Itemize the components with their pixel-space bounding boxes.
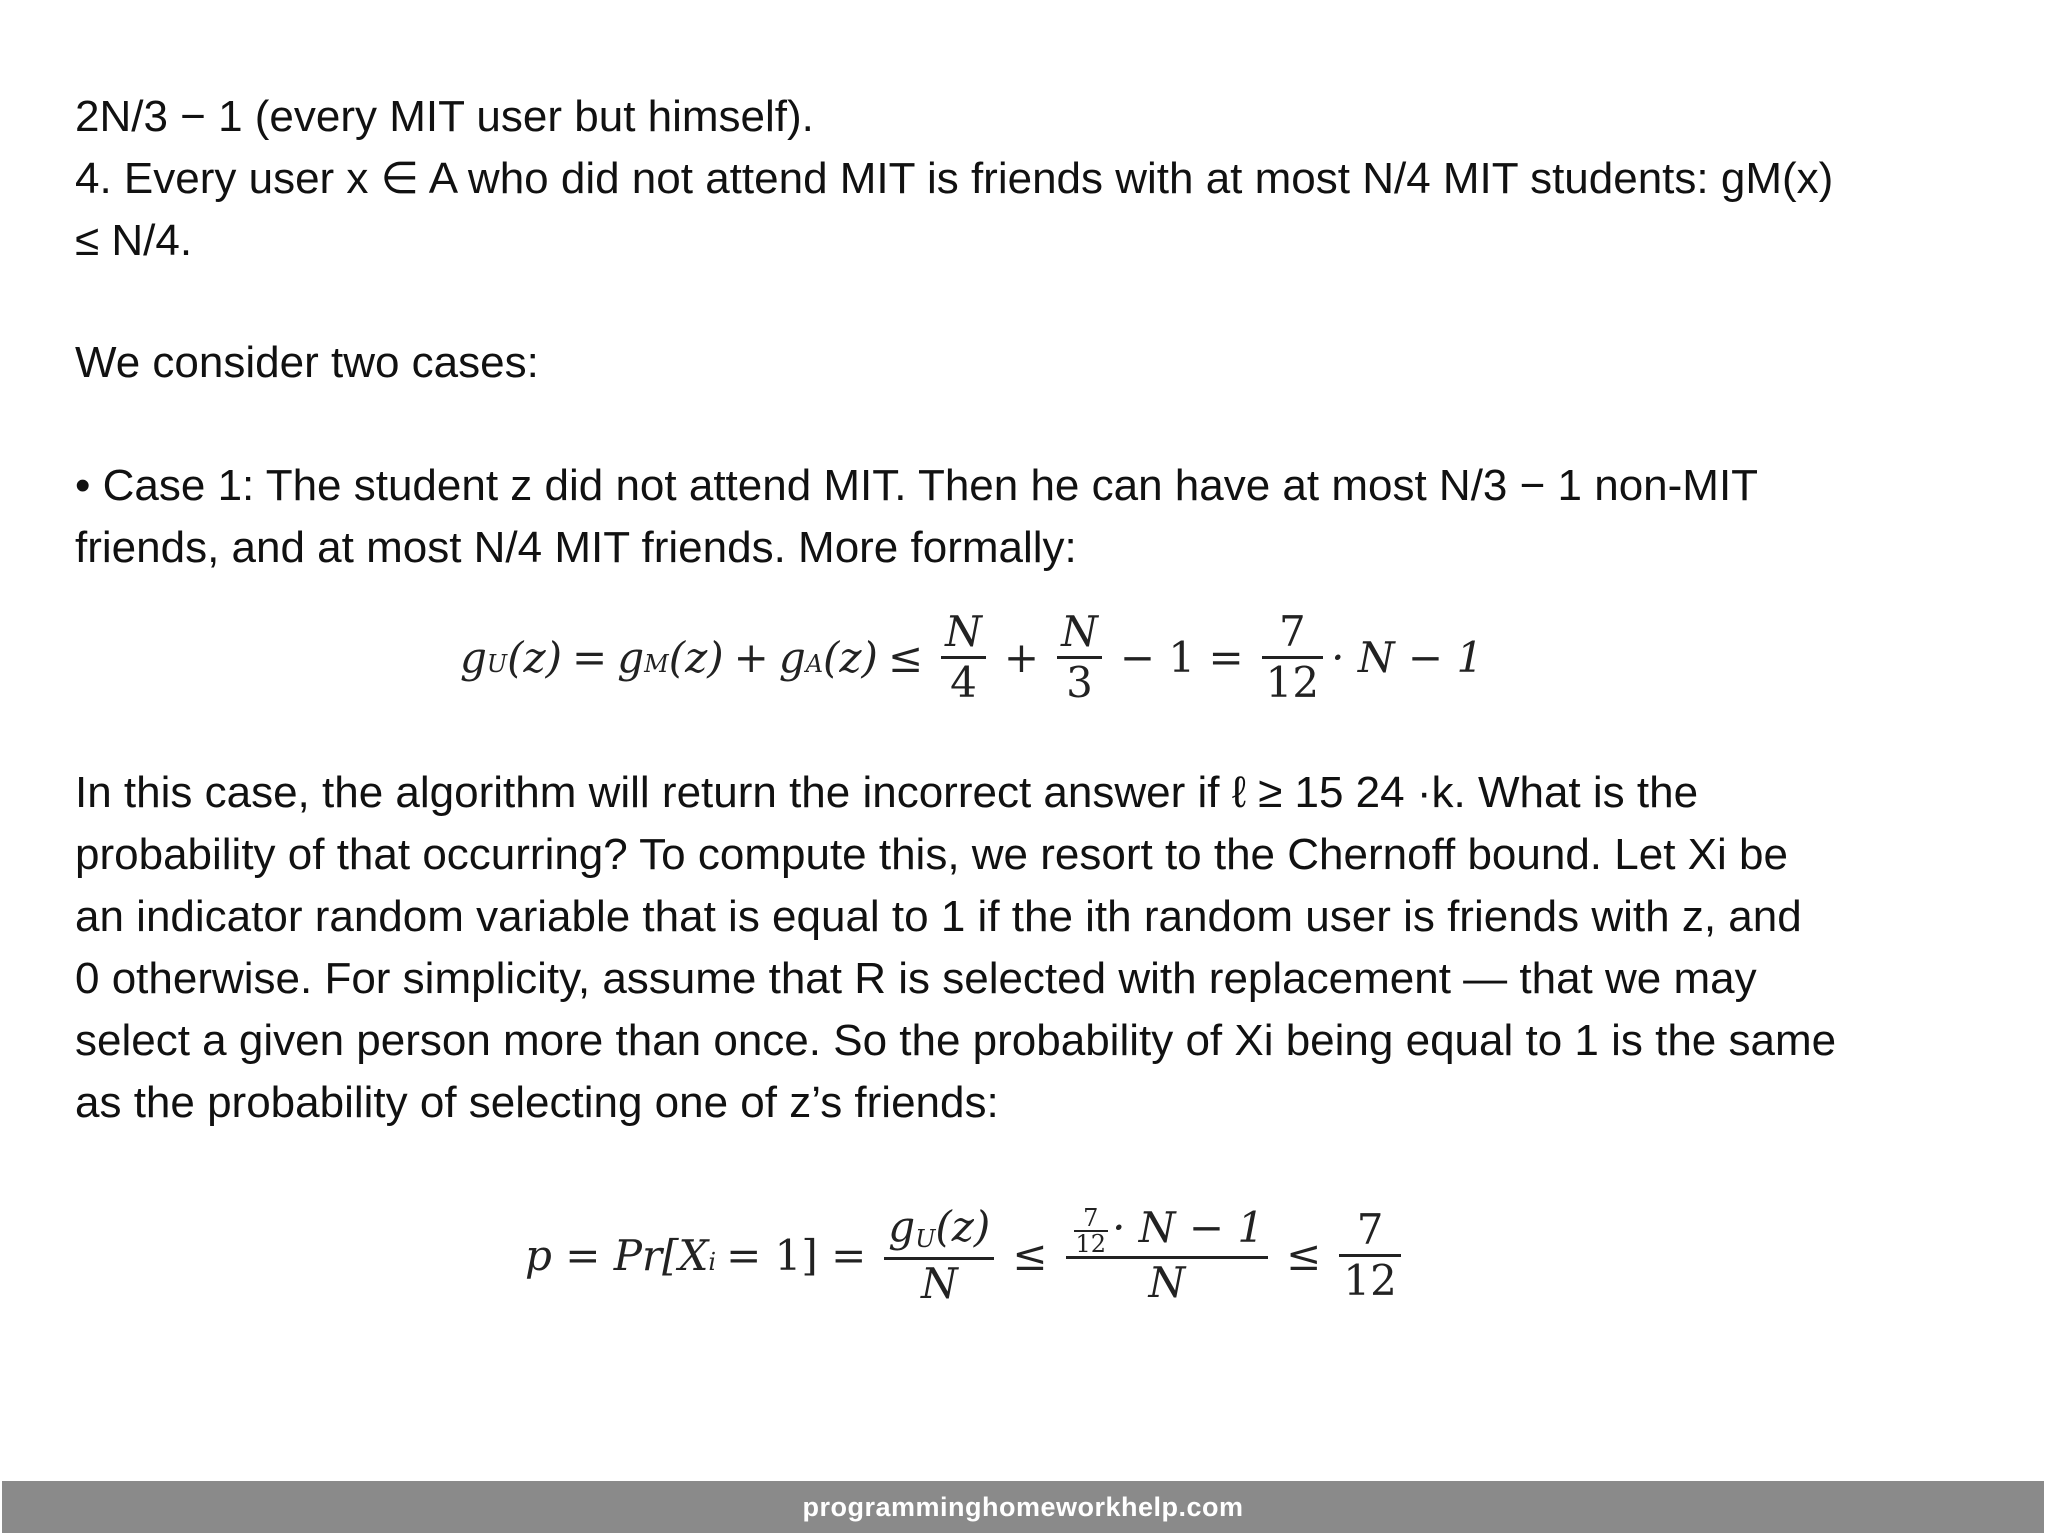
eq1-leq: ≤ [887, 633, 924, 682]
eq1-term2: g [778, 633, 806, 682]
eq1-plus: + [1003, 633, 1040, 682]
equation-2 [525, 1203, 1409, 1308]
eq1-plus: + [733, 633, 769, 682]
equation-1 [460, 608, 1483, 707]
eq1-arg: (z) [507, 633, 563, 682]
text-block-top [75, 86, 1975, 272]
eq2-lhs-close: = 1] = [726, 1231, 867, 1280]
frac-denominator: 4 [950, 658, 977, 707]
paragraph-line: 0 otherwise. For simplicity, assume that R is selected with replacement — that we may [75, 954, 1757, 1003]
eq2-g: g [888, 1202, 916, 1251]
paragraph-line: select a given person more than once. So the probability of Xi being equal to 1 is the same [75, 1016, 1837, 1065]
eq2-g-sub: U [915, 1225, 936, 1253]
footer-site-text: programminghomeworkhelp.com [802, 1491, 1244, 1522]
eq1-term2-sub: A [805, 649, 824, 678]
paragraph-line: In this case, the algorithm will return the incorrect answer if ℓ ≥ 15 24 ·k. What is the [75, 768, 1699, 817]
eq1-term1: g [617, 633, 645, 682]
eq1-frac-n-over-4 [941, 608, 986, 707]
paragraph-line: 4. Every user x ∈ A who did not attend MIT is friends with at most N/4 MIT students: gM(x) [75, 154, 1834, 203]
frac-numerator: N [1061, 607, 1098, 656]
eq1-lhs-sub: U [486, 649, 508, 678]
eq1-term1-arg: (z) [668, 633, 724, 682]
paragraph-line: ≤ N/4. [75, 216, 193, 265]
inner-numerator: 7 [1083, 1204, 1099, 1232]
paragraph-line: 2N/3 − 1 (every MIT user but himself). [75, 92, 814, 141]
paragraph-line: friends, and at most N/4 MIT friends. More formally: [75, 523, 1077, 572]
text-block-main [75, 762, 1975, 1134]
eq2-lhs: p = Pr[X [525, 1231, 709, 1280]
frac-numerator [884, 1203, 994, 1257]
frac-denominator: 3 [1066, 658, 1093, 707]
paragraph-line: probability of that occurring? To compute this, we resort to the Chernoff bound. Let Xi be [75, 830, 1788, 879]
eq1-term2-arg: (z) [823, 633, 878, 682]
text-block-case1 [75, 455, 1975, 579]
footer-bar [2, 1481, 2044, 1533]
frac-numerator: 7 [1356, 1205, 1384, 1254]
paragraph-line: an indicator random variable that is equal to 1 if the ith random user is friends with z, and [75, 892, 1802, 941]
paragraph-line: We consider two cases: [75, 338, 539, 387]
eq1-lhs: g [460, 633, 487, 682]
frac-denominator: N [920, 1259, 958, 1308]
eq2-num-tail: · N − 1 [1112, 1203, 1265, 1252]
frac-numerator [1066, 1204, 1269, 1256]
paragraph-line: as the probability of selecting one of z’s friends: [75, 1078, 999, 1127]
eq2-lhs-sub: i [708, 1247, 717, 1276]
inner-denominator: 12 [1075, 1230, 1107, 1258]
paragraph-line: • Case 1: The student z did not attend MIT. Then he can have at most N/3 − 1 non-MIT [75, 461, 1759, 510]
frac-numerator: N [945, 607, 982, 656]
frac-numerator: 7 [1279, 607, 1306, 656]
eq1-frac-7-over-12 [1262, 608, 1323, 707]
eq2-leq: ≤ [1012, 1231, 1048, 1280]
eq2-inner-frac-7-over-12 [1074, 1206, 1109, 1256]
eq1-minus-one-equals: − 1 = [1119, 633, 1244, 682]
eq2-frac-7-over-12 [1339, 1206, 1400, 1305]
eq1-tail: · N − 1 [1331, 633, 1484, 682]
eq1-equals: = [572, 633, 608, 682]
eq1-frac-n-over-3 [1057, 608, 1102, 707]
eq2-frac-compound [1066, 1204, 1269, 1307]
frac-denominator: 12 [1265, 658, 1320, 707]
frac-denominator: 12 [1343, 1256, 1397, 1305]
eq1-term1-sub: M [644, 649, 669, 678]
eq2-g-arg: (z) [935, 1202, 991, 1251]
eq2-frac-gu-over-n [884, 1203, 994, 1308]
text-block-cases [75, 332, 1975, 394]
eq2-leq: ≤ [1286, 1231, 1322, 1280]
frac-denominator: N [1148, 1258, 1186, 1307]
